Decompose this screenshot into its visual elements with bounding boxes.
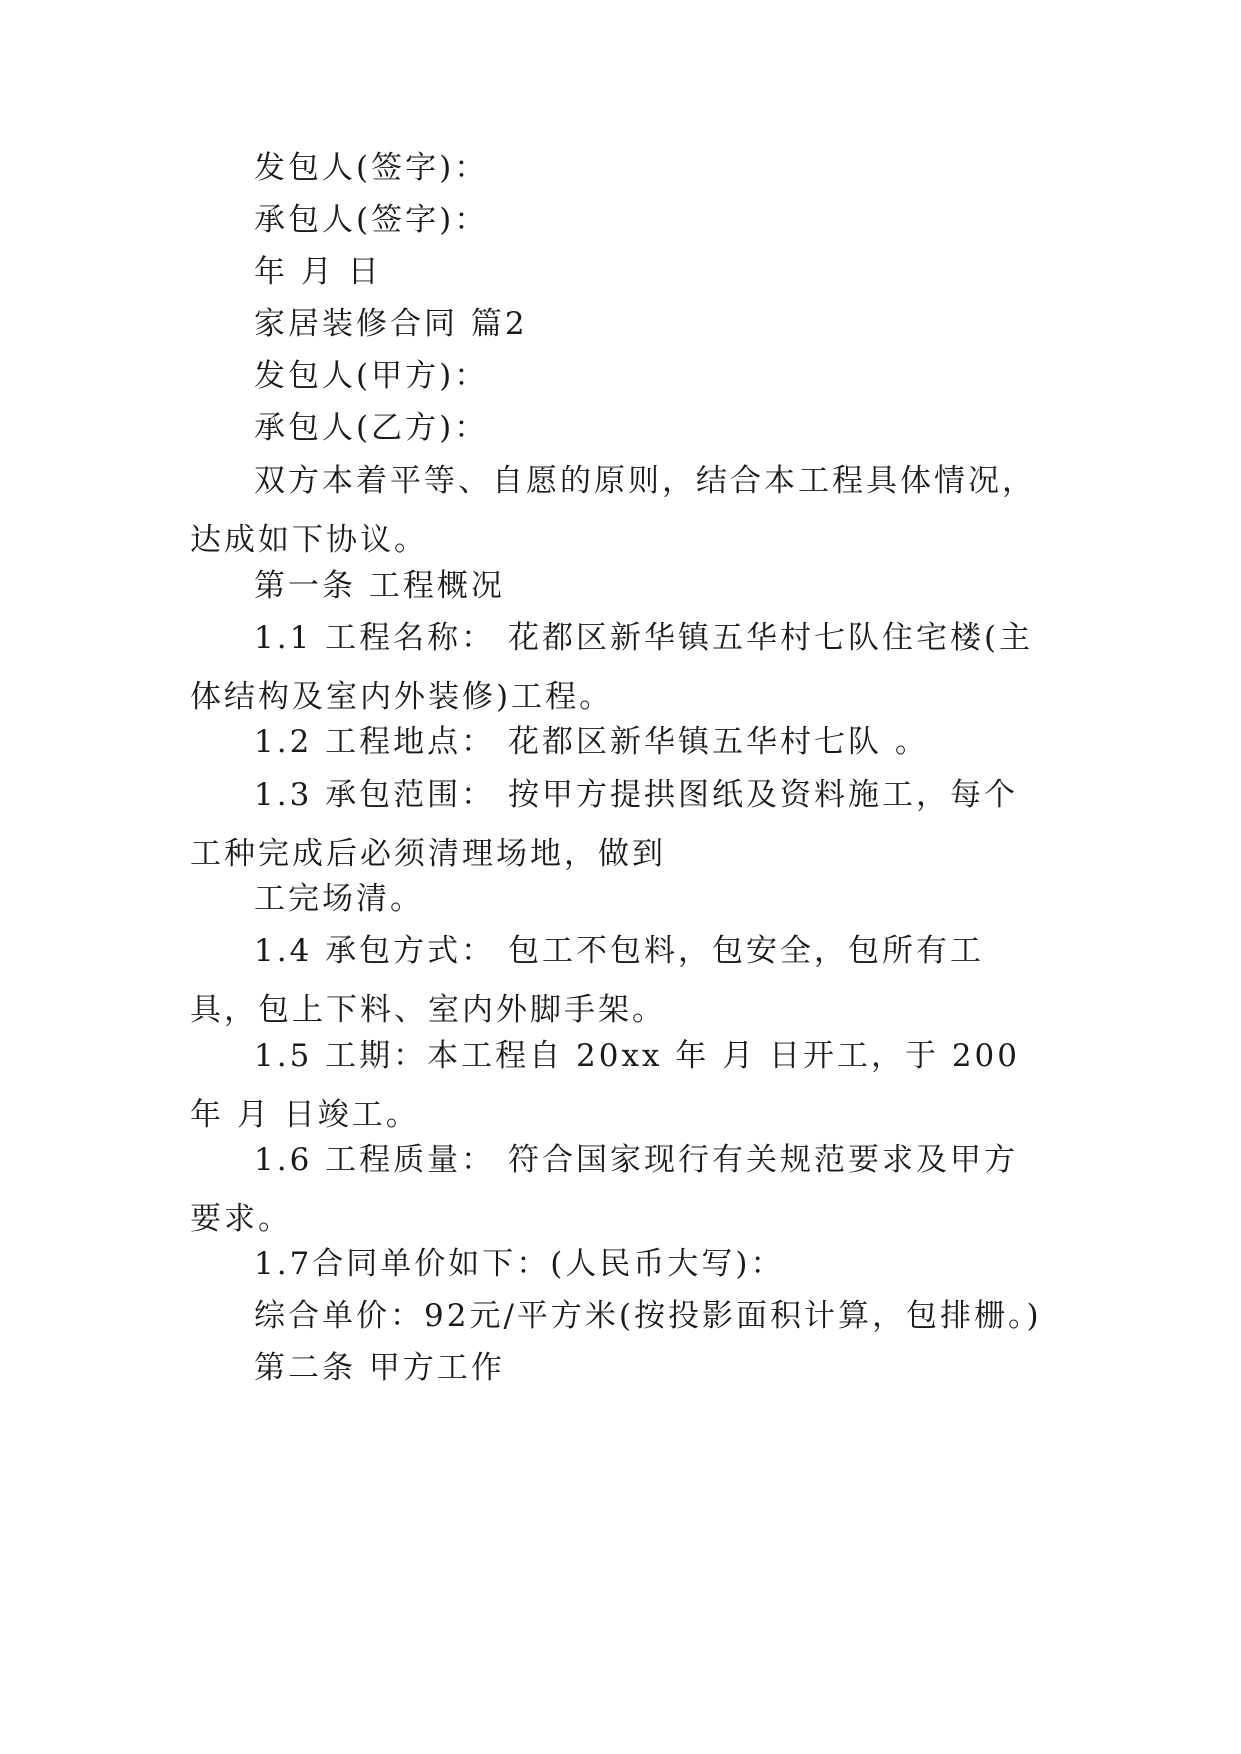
section-title: 家居装修合同 篇2 — [254, 306, 528, 342]
clause-1-6: 1.6 工程质量： 符合国家现行有关规范要求及甲方要求。 — [190, 1142, 1019, 1237]
clause-1-5: 1.5 工期：本工程自 20xx 年 月 日开工，于 200 年 月 日竣工。 — [190, 1038, 1021, 1133]
article-1-heading: 第一条 工程概况 — [254, 568, 505, 604]
clause-1-1: 1.1 工程名称： 花都区新华镇五华村七队住宅楼(主体结构及室内外装修)工程。 — [190, 620, 1034, 715]
signature-line-contractor: 承包人(签字)： — [254, 202, 489, 238]
party-b-line: 承包人(乙方)： — [254, 410, 489, 446]
signature-line-employer: 发包人(签字)： — [254, 150, 489, 186]
party-a-line: 发包人(甲方)： — [254, 358, 489, 394]
unit-price-line: 综合单价：92元/平方米(按投影面积计算，包排栅。) — [254, 1298, 1042, 1334]
clause-1-3: 1.3 承包范围： 按甲方提拱图纸及资料施工，每个工种完成后必须清理场地，做到 — [190, 777, 1019, 872]
article-2-heading: 第二条 甲方工作 — [254, 1350, 505, 1386]
clause-1-7: 1.7合同单价如下：(人民币大写)： — [254, 1246, 785, 1282]
date-line: 年 月 日 — [254, 254, 382, 290]
clause-1-3-continued: 工完场清。 — [254, 881, 424, 917]
agreement-paragraph: 双方本着平等、自愿的原则，结合本工程具体情况，达成如下协议。 — [190, 463, 1036, 558]
clause-1-2: 1.2 工程地点： 花都区新华镇五华村七队 。 — [254, 724, 929, 760]
clause-1-4: 1.4 承包方式： 包工不包料，包安全，包所有工具，包上下料、室内外脚手架。 — [190, 933, 985, 1028]
